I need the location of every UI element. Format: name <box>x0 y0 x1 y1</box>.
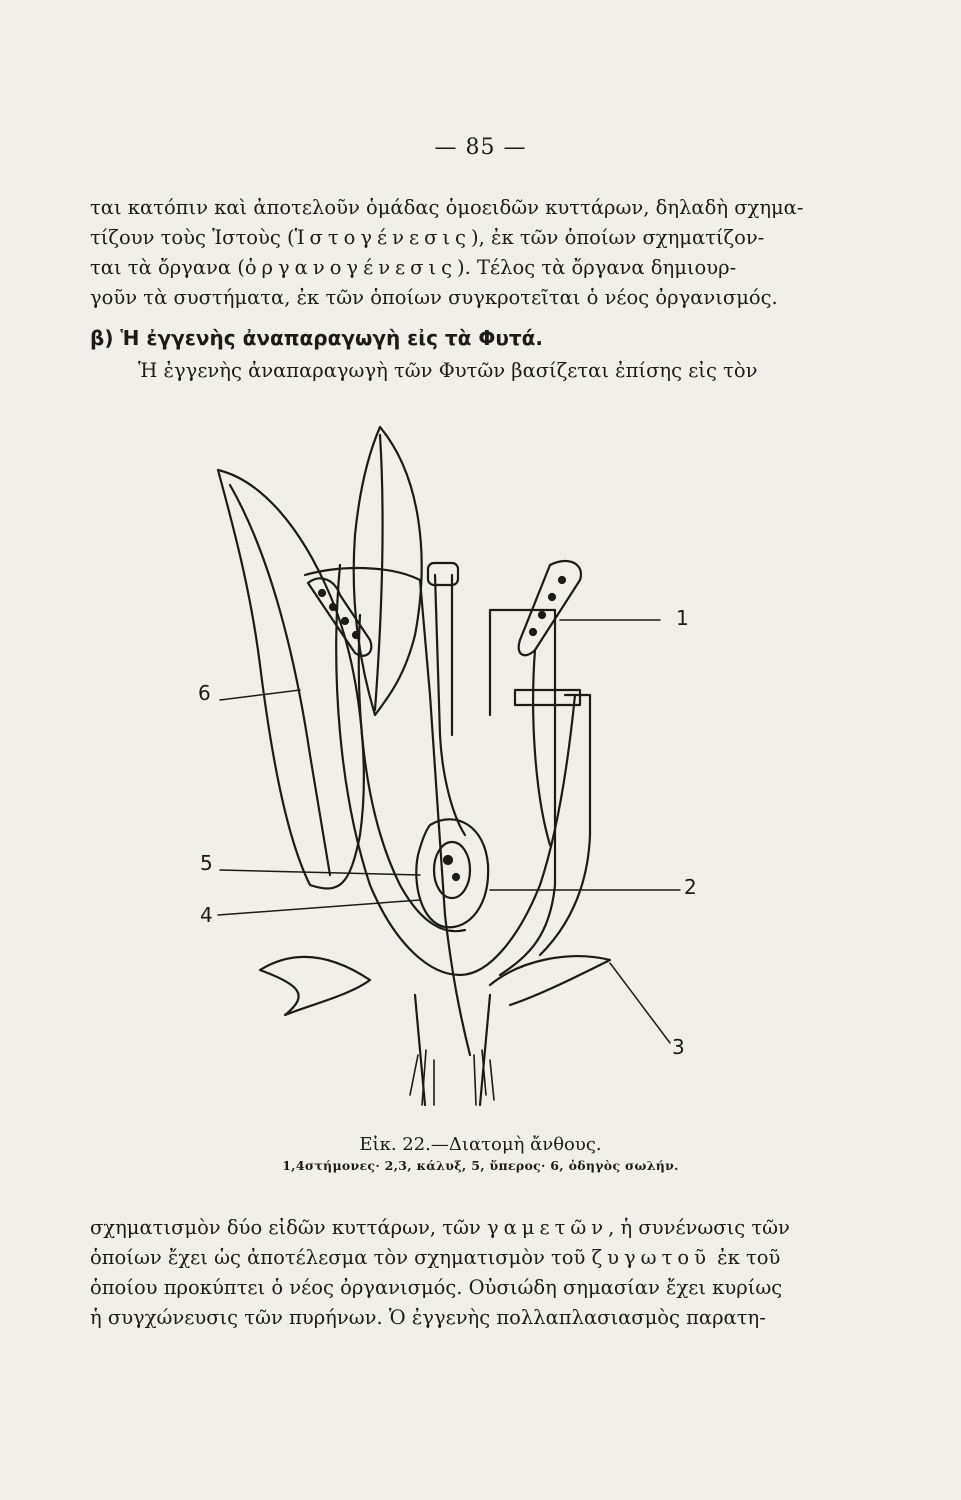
stamen-right <box>519 561 581 655</box>
flower-section-figure <box>190 415 730 1135</box>
text-segment: ται τὰ ὄργανα ( <box>90 256 245 279</box>
section-heading: β) Ἡ ἐγγενὴς ἀναπαραγωγὴ εἰς τὰ Φυτά. <box>90 326 543 350</box>
figure-caption-legend: 1,4στήμονες· 2,3, κάλυξ, 5, ὕπερος· 6, ὀδηγὸς σωλήν. <box>282 1158 679 1173</box>
page-number: — 85 — <box>434 135 527 160</box>
text-segment: ἐκ τοῦ <box>710 1246 781 1269</box>
ovary <box>416 819 488 927</box>
paragraph-3-line-4: ἡ συγχώνευσις τῶν πυρήνων. Ὁ ἐγγενὴς πολλαπλασιασμὸς παρατη- <box>90 1306 766 1329</box>
leader-line-3 <box>610 963 670 1043</box>
spaced-term-gametes: γαμετῶν <box>486 1216 609 1239</box>
text-segment: , ἡ συνένωσις τῶν <box>608 1216 790 1239</box>
figure-label-2: 2 <box>684 875 697 899</box>
paragraph-3-line-2 <box>90 1243 810 1273</box>
paragraph-1-line-4: γοῦν τὰ συστήματα, ἐκ τῶν ὁποίων συγκροτεῖται ὁ νέος ὀργανισμός. <box>90 286 778 309</box>
corolla-outline <box>305 568 470 1055</box>
paragraph-1-line-1: ται κατόπιν καὶ ἀποτελοῦν ὁμάδας ὁμοειδῶν κυττάρων, δηλαδὴ σχημα- <box>90 196 804 219</box>
figure-caption-title: Εἰκ. 22.—Διατομὴ ἄνθους. <box>359 1134 602 1155</box>
figure-label-6: 6 <box>198 681 211 705</box>
paragraph-3-line-1 <box>90 1213 810 1243</box>
flower-section-drawing <box>190 415 730 1135</box>
text-segment: ὁποίων ἔχει ὡς ἀποτέλεσμα τὸν σχηματισμὸν τοῦ <box>90 1246 592 1269</box>
leader-line-4 <box>218 900 420 915</box>
paragraph-3 <box>90 1213 810 1333</box>
spaced-term-zygote: ζυγωτοῦ <box>591 1246 711 1269</box>
figure-label-5: 5 <box>200 851 213 875</box>
figure-label-4: 4 <box>200 903 213 927</box>
leader-line-6 <box>220 690 300 700</box>
text-segment: σχηματισμὸν δύο εἰδῶν κυττάρων, τῶν <box>90 1216 487 1239</box>
spaced-term-histogenesis: Ἱστογένεσις <box>294 226 471 249</box>
text-segment: ). Τέλος τὰ ὄργανα δημιουρ- <box>457 256 737 279</box>
paragraph-3-line-3: ὁποίου προκύπτει ὁ νέος ὀργανισμός. Οὐσιώδη σημασίαν ἔχει κυρίως <box>90 1276 783 1299</box>
paragraph-2-line-1: Ἡ ἐγγενὴς ἀναπαραγωγὴ τῶν Φυτῶν βασίζεται ἐπίσης εἰς τὸν <box>138 359 758 382</box>
style <box>435 575 465 835</box>
paragraph-1-line-3 <box>90 253 810 283</box>
figure-label-1: 1 <box>676 606 689 630</box>
spaced-term-organogenesis: ὀργανογένεσις <box>244 256 458 279</box>
text-segment: ), ἐκ τῶν ὁποίων σχηματίζον- <box>470 226 765 249</box>
petal-left <box>218 470 364 888</box>
paragraph-2 <box>90 356 810 386</box>
figure-label-3: 3 <box>672 1035 685 1059</box>
bract-left <box>260 957 370 1015</box>
paragraph-1 <box>90 193 810 313</box>
leader-line-5 <box>220 870 420 875</box>
text-segment: τίζουν τοὺς Ἱστοὺς ( <box>90 226 295 249</box>
paragraph-1-line-2 <box>90 223 810 253</box>
